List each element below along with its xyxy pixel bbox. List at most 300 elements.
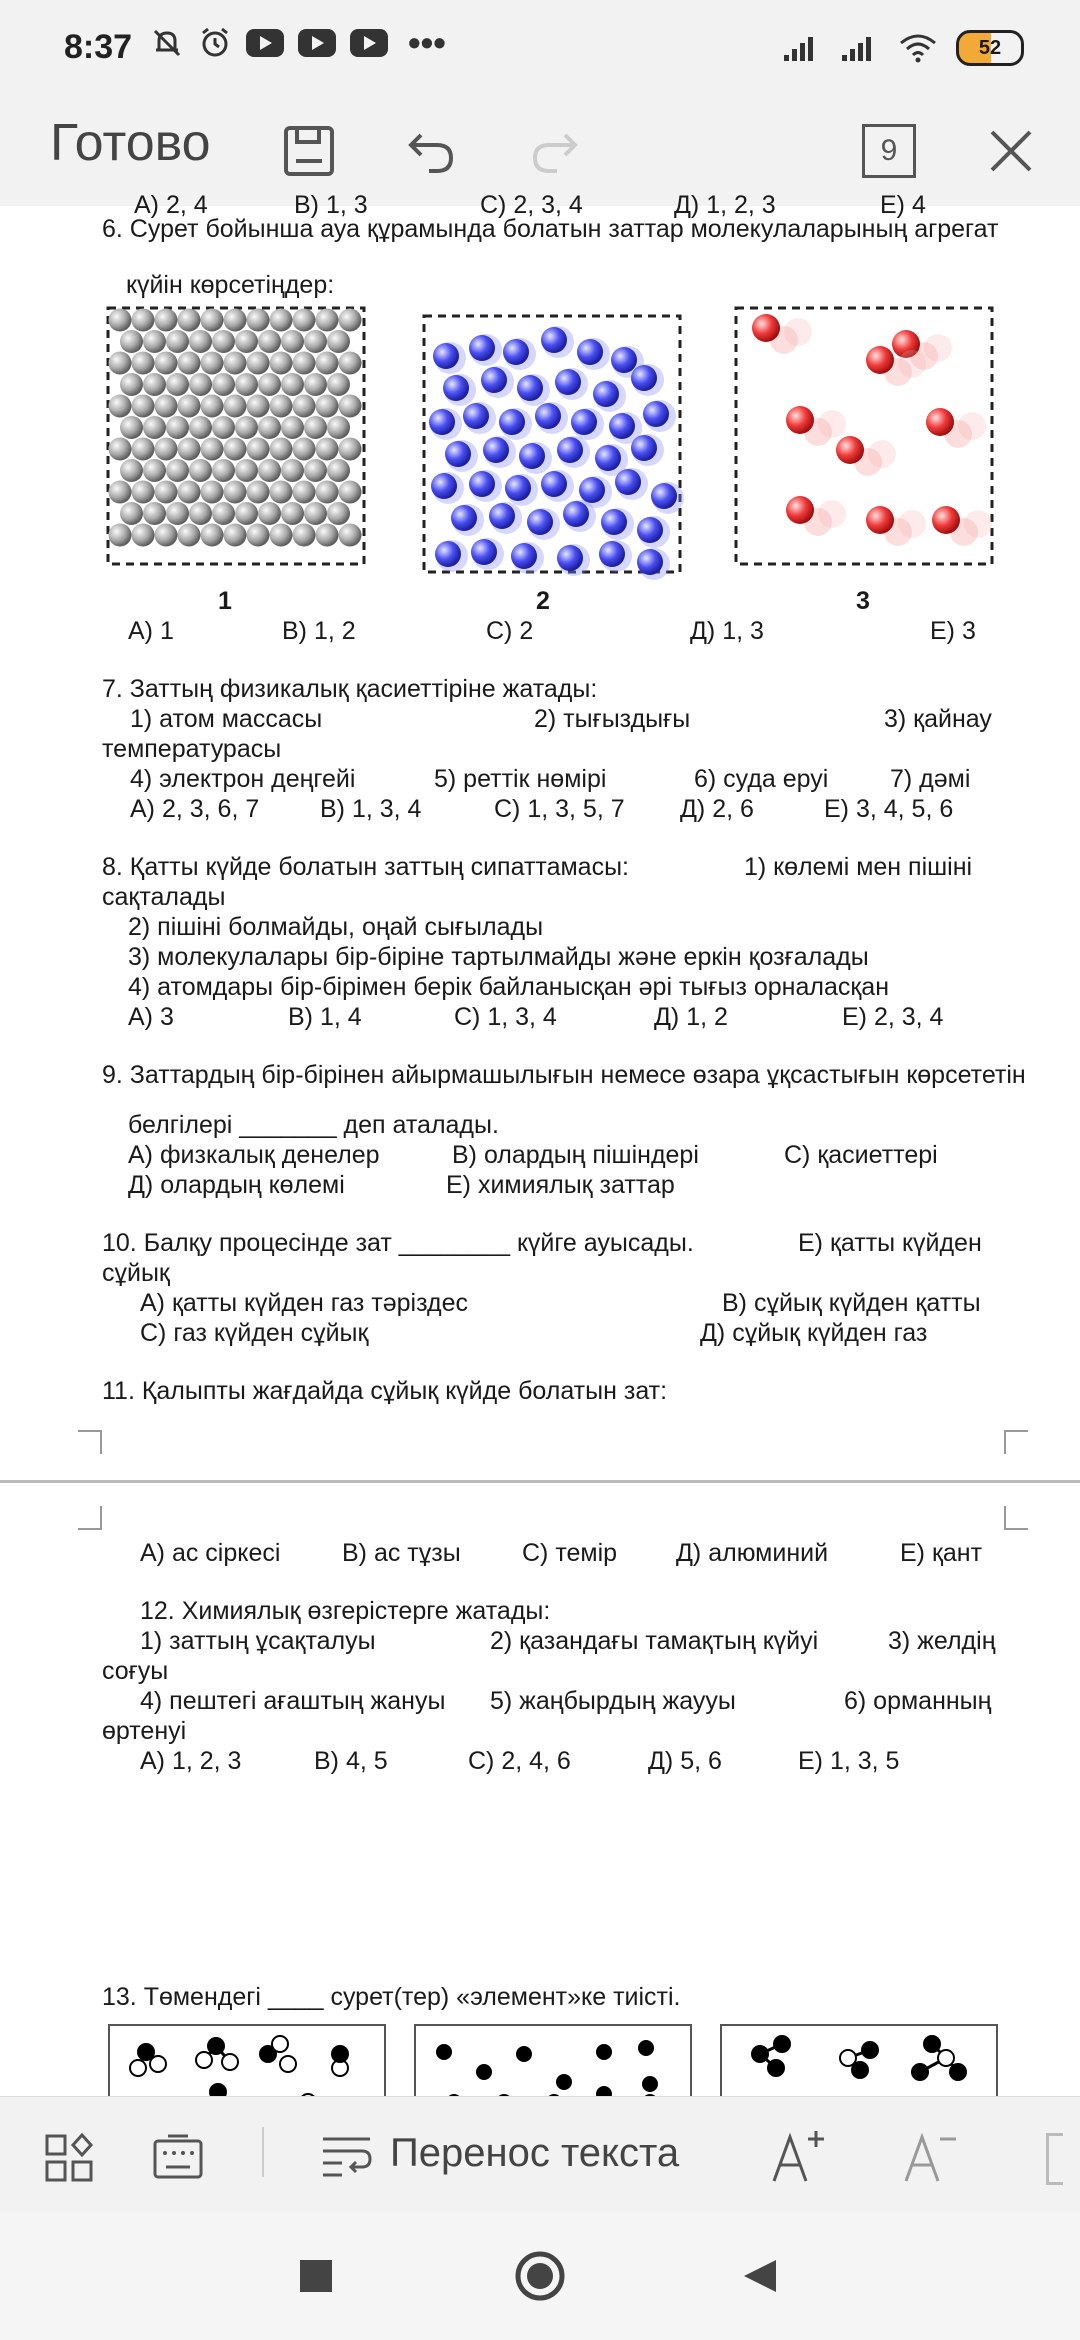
particle <box>293 352 316 375</box>
particle <box>281 416 304 439</box>
atom <box>768 2060 784 2076</box>
particle <box>201 481 224 504</box>
option-text: В) сұйық күйден қатты <box>722 1289 981 1317</box>
particle <box>327 502 350 525</box>
question-12-item: 4) пештегі ағаштың жануы <box>140 1687 446 1715</box>
particle <box>316 438 339 461</box>
question-8-item: 2) пішіні болмайды, оңай сығылады <box>128 913 544 941</box>
particle <box>155 481 178 504</box>
option-text: А) 1, 2, 3 <box>140 1747 242 1775</box>
atom <box>280 2056 296 2072</box>
atom <box>950 2064 966 2080</box>
particle <box>143 373 166 396</box>
particle <box>304 459 327 482</box>
particle <box>293 438 316 461</box>
particle <box>519 443 545 469</box>
particle <box>212 416 235 439</box>
question-13-text: 13. Төмендегі ____ сурет(тер) «элемент»ке тиісті. <box>102 1983 681 2011</box>
particle <box>429 409 455 435</box>
particle <box>304 373 327 396</box>
wifi-icon <box>898 33 938 63</box>
particle <box>557 437 583 463</box>
question-7-item: температурасы <box>102 735 282 763</box>
option-text: Д) олардың көлемі <box>128 1171 345 1199</box>
particle <box>132 438 155 461</box>
particle <box>247 524 270 547</box>
question-7-item: 3) қайнау <box>884 705 992 733</box>
particle <box>235 330 258 353</box>
particle <box>281 502 304 525</box>
particle <box>898 350 926 378</box>
particle <box>643 401 669 427</box>
increase-font-icon[interactable] <box>768 2127 828 2185</box>
particle <box>786 496 814 524</box>
question-7-item: 1) атом массасы <box>130 705 323 733</box>
particle <box>247 438 270 461</box>
particle <box>212 502 235 525</box>
option-text: Е) 1, 3, 5 <box>798 1747 900 1775</box>
particle <box>818 500 846 528</box>
particle <box>120 330 143 353</box>
atom <box>862 2042 878 2058</box>
youtube-icon <box>298 29 336 57</box>
particle <box>293 524 316 547</box>
wrap-text-button[interactable] <box>320 2127 720 2187</box>
more-notifications-icon: ••• <box>408 22 446 63</box>
particle <box>155 438 178 461</box>
particle <box>471 539 497 565</box>
question-12-item: 6) орманның <box>844 1687 992 1715</box>
figure-solid-particles <box>106 306 366 568</box>
save-button[interactable] <box>274 116 344 186</box>
particle <box>316 395 339 418</box>
wrap-text-icon <box>320 2133 374 2181</box>
option-text: Е) 3 <box>930 617 976 645</box>
particle <box>189 502 212 525</box>
recents-button[interactable] <box>300 2260 332 2292</box>
atom <box>639 2041 653 2055</box>
particle <box>270 524 293 547</box>
particle <box>555 369 581 395</box>
atom <box>852 2062 868 2078</box>
particle <box>201 395 224 418</box>
atom <box>196 2052 212 2068</box>
redo-button[interactable] <box>520 116 590 186</box>
atom <box>437 2045 451 2059</box>
particle <box>224 309 247 332</box>
alarm-icon <box>198 26 232 60</box>
particle <box>201 438 224 461</box>
atom <box>332 2046 348 2062</box>
atom <box>840 2050 856 2066</box>
particle <box>316 524 339 547</box>
particle <box>571 409 597 435</box>
atom <box>272 2036 288 2052</box>
option-text: А) 2, 4 <box>134 191 208 219</box>
option-text: Д) сұйық күйден газ <box>700 1319 928 1347</box>
particle <box>270 438 293 461</box>
particle <box>964 510 992 538</box>
signal-icon <box>782 33 822 63</box>
question-12-item: өртенуі <box>102 1717 187 1745</box>
particle <box>541 327 567 353</box>
particle <box>109 481 132 504</box>
particle <box>327 330 350 353</box>
option-text: В) 1, 2 <box>282 617 356 645</box>
more-tools-icon[interactable] <box>1046 2133 1063 2185</box>
atom <box>643 2077 657 2091</box>
particle <box>109 524 132 547</box>
close-icon <box>986 126 1036 176</box>
particle <box>786 406 814 434</box>
particle <box>527 509 553 535</box>
particle <box>443 375 469 401</box>
particle <box>339 524 362 547</box>
particle <box>178 438 201 461</box>
particle <box>201 352 224 375</box>
atom <box>517 2047 531 2061</box>
particle <box>132 481 155 504</box>
particle <box>517 375 543 401</box>
option-text: Е) 2, 3, 4 <box>842 1003 944 1031</box>
question-9-text: 9. Заттардың бір-бірінен айырмашылығын немесе өзара ұқсастығын көрсететін <box>102 1061 1026 1089</box>
particle <box>132 395 155 418</box>
bottom-toolbar <box>0 2096 1080 2213</box>
question-8-text: 1) көлемі мен пішіні <box>744 853 973 881</box>
particle <box>201 309 224 332</box>
layout-grid-icon[interactable] <box>44 2133 94 2183</box>
question-12-item: 2) қазандағы тамақтың күйуі <box>490 1627 819 1655</box>
particle <box>201 524 224 547</box>
particle <box>431 473 457 499</box>
question-12-item: соғуы <box>102 1657 169 1685</box>
particle <box>258 373 281 396</box>
toolbar-divider <box>262 2127 264 2177</box>
figure-label: 3 <box>856 587 870 615</box>
particle <box>535 403 561 429</box>
particle <box>224 524 247 547</box>
atom <box>557 2075 571 2089</box>
particle <box>212 373 235 396</box>
status-time: 8:37 <box>64 28 133 66</box>
atom <box>138 2044 154 2060</box>
question-12-item: 1) заттың ұсақталуы <box>140 1627 376 1655</box>
particle <box>258 330 281 353</box>
particle <box>120 416 143 439</box>
particle <box>270 309 293 332</box>
option-text: Д) алюминий <box>676 1539 829 1567</box>
option-text: А) 2, 3, 6, 7 <box>130 795 260 823</box>
atom <box>924 2036 940 2052</box>
system-navigation-bar <box>0 2212 1080 2340</box>
option-text: В) 1, 3 <box>294 191 368 219</box>
particle <box>503 339 529 365</box>
particle <box>270 395 293 418</box>
question-6-text: күйін көрсетіңдер: <box>126 271 335 299</box>
option-text: В) 4, 5 <box>314 1747 388 1775</box>
figure-gas-particles <box>730 302 1000 582</box>
particle <box>339 438 362 461</box>
home-button[interactable] <box>514 2250 566 2302</box>
decrease-font-icon[interactable] <box>900 2127 960 2185</box>
option-text: Е) химиялық заттар <box>446 1171 675 1199</box>
particle <box>433 343 459 369</box>
option-text: В) 1, 4 <box>288 1003 362 1031</box>
particle <box>189 330 212 353</box>
particle <box>132 309 155 332</box>
particle <box>109 395 132 418</box>
undo-icon <box>403 123 459 179</box>
particle <box>235 416 258 439</box>
atom <box>774 2036 790 2052</box>
atom <box>752 2046 768 2062</box>
option-text: Д) 1, 2, 3 <box>674 191 776 219</box>
particle <box>637 517 663 543</box>
particle <box>166 502 189 525</box>
page-break <box>0 1480 1080 1483</box>
option-text: Д) 1, 2 <box>654 1003 728 1031</box>
particle <box>178 395 201 418</box>
option-text: А) ас сіркесі <box>140 1539 281 1567</box>
particle <box>611 347 637 373</box>
question-8-item: 4) атомдары бір-бірімен берік байланысқан әрі тығыз орналасқан <box>128 973 890 1001</box>
particle <box>189 459 212 482</box>
option-text: С) 1, 3, 5, 7 <box>494 795 625 823</box>
page-corner-mark <box>1004 1506 1028 1530</box>
option-text: Е) 4 <box>880 191 926 219</box>
page-corner-mark <box>1004 1430 1028 1454</box>
atom <box>597 2045 611 2059</box>
option-text: Е) 3, 4, 5, 6 <box>824 795 954 823</box>
particle <box>155 395 178 418</box>
particle <box>601 509 627 535</box>
particle <box>651 483 677 509</box>
particle <box>293 395 316 418</box>
question-6-text: 6. Сурет бойынша ауа құрамында болатын заттар молекулаларының агрегат <box>102 215 999 243</box>
particle <box>224 395 247 418</box>
option-text: С) 2, 3, 4 <box>480 191 583 219</box>
particle <box>327 373 350 396</box>
option-text: В) олардың пішіндері <box>452 1141 699 1169</box>
option-text: А) 1 <box>128 617 174 645</box>
particle <box>505 475 531 501</box>
particle <box>609 413 635 439</box>
particle <box>483 437 509 463</box>
question-11-text: 11. Қалыпты жағдайда сұйық күйде болатын зат: <box>102 1377 668 1405</box>
particle <box>637 549 663 575</box>
particle <box>120 459 143 482</box>
option-text: Д) 2, 6 <box>680 795 754 823</box>
particle <box>463 403 489 429</box>
figure-label: 1 <box>218 587 232 615</box>
particle <box>247 352 270 375</box>
particle <box>109 309 132 332</box>
particle <box>166 459 189 482</box>
option-text: А) қатты күйден газ тәріздес <box>140 1289 469 1317</box>
particle <box>926 408 954 436</box>
figure-label: 2 <box>536 587 550 615</box>
option-text: Д) 5, 6 <box>648 1747 722 1775</box>
close-button[interactable] <box>976 116 1046 186</box>
particle <box>143 459 166 482</box>
option-text: С) 2, 4, 6 <box>468 1747 571 1775</box>
particle <box>281 330 304 353</box>
particle <box>932 506 960 534</box>
question-7-item: 7) дәмі <box>890 765 971 793</box>
option-text: Е) қант <box>900 1539 983 1567</box>
question-7-item: 2) тығыздығы <box>534 705 691 733</box>
particle <box>304 330 327 353</box>
atom <box>912 2064 928 2080</box>
particle <box>155 309 178 332</box>
particle <box>752 314 780 342</box>
particle <box>499 409 525 435</box>
atom <box>150 2056 166 2072</box>
particle <box>178 524 201 547</box>
particle <box>868 440 896 468</box>
status-bar <box>0 0 1080 96</box>
particle <box>224 481 247 504</box>
particle <box>109 438 132 461</box>
question-12-text: 12. Химиялық өзгерістерге жатады: <box>140 1597 551 1625</box>
particle <box>132 352 155 375</box>
wrap-text-label: Перенос текста <box>390 2131 680 2175</box>
particle <box>247 395 270 418</box>
particle <box>281 373 304 396</box>
done-button[interactable]: Готово <box>44 112 217 174</box>
particle <box>615 469 641 495</box>
option-text: В) 1, 3, 4 <box>320 795 422 823</box>
particle <box>258 502 281 525</box>
particle <box>327 459 350 482</box>
particle <box>595 445 621 471</box>
particle <box>224 352 247 375</box>
particle <box>316 352 339 375</box>
particle <box>339 352 362 375</box>
particle <box>270 352 293 375</box>
particle <box>155 352 178 375</box>
question-7-item: 6) суда еруі <box>694 765 829 793</box>
particle <box>109 352 132 375</box>
particle <box>469 335 495 361</box>
atom <box>208 2038 224 2054</box>
redo-icon <box>527 123 583 179</box>
particle <box>339 395 362 418</box>
particle <box>235 459 258 482</box>
particle <box>304 502 327 525</box>
particle <box>224 438 247 461</box>
particle <box>924 334 952 362</box>
particle <box>631 435 657 461</box>
particle <box>143 416 166 439</box>
particle <box>445 441 471 467</box>
particle <box>866 346 894 374</box>
question-12-item: 3) желдің <box>888 1627 996 1655</box>
particle <box>235 373 258 396</box>
particle <box>155 524 178 547</box>
particle <box>898 510 926 538</box>
particle <box>166 330 189 353</box>
question-8-item: 3) молекулалары бір-біріне тартылмайды және еркін қозғалады <box>128 943 869 971</box>
page-corner-mark <box>78 1506 102 1530</box>
option-text: А) физкалық денелер <box>128 1141 380 1169</box>
particle <box>212 330 235 353</box>
particle <box>541 471 567 497</box>
particle <box>481 367 507 393</box>
particle <box>958 412 986 440</box>
particle <box>178 352 201 375</box>
particle <box>247 309 270 332</box>
back-button[interactable] <box>740 2256 780 2296</box>
particle <box>316 309 339 332</box>
particle <box>258 459 281 482</box>
atom <box>222 2054 238 2070</box>
particle <box>511 543 537 569</box>
particle <box>836 436 864 464</box>
particle <box>563 501 589 527</box>
page-count-button[interactable] <box>854 116 924 186</box>
particle <box>339 481 362 504</box>
option-text: С) газ күйден сұйық <box>140 1319 369 1347</box>
atom <box>938 2050 954 2066</box>
particle <box>143 330 166 353</box>
question-10-text: 10. Балқу процесінде зат ________ күйге ауысады. <box>102 1229 694 1257</box>
save-icon <box>281 123 337 179</box>
atom <box>130 2060 146 2076</box>
particle <box>327 416 350 439</box>
particle <box>866 506 894 534</box>
battery-indicator: 52 <box>956 30 1024 66</box>
mute-bell-icon <box>150 26 184 60</box>
particle <box>489 503 515 529</box>
particle <box>304 416 327 439</box>
option-text: С) 2 <box>486 617 534 645</box>
signal-icon <box>840 33 880 63</box>
particle <box>247 481 270 504</box>
question-10-text: сұйық <box>102 1259 170 1287</box>
option-text: С) қасиеттері <box>784 1141 938 1169</box>
option-text: В) ас тұзы <box>342 1539 461 1567</box>
particle <box>469 471 495 497</box>
particle <box>178 309 201 332</box>
particle <box>599 541 625 567</box>
question-7-item: 4) электрон деңгейі <box>130 765 356 793</box>
particle <box>166 416 189 439</box>
question-7-text: 7. Заттың физикалық қасиеттіріне жатады: <box>102 675 598 703</box>
particle <box>281 459 304 482</box>
question-10-text: Е) қатты күйден <box>798 1229 982 1257</box>
particle <box>270 481 293 504</box>
particle <box>120 373 143 396</box>
option-text: С) темір <box>522 1539 618 1567</box>
document-page[interactable] <box>0 191 1080 2096</box>
figure-liquid-particles <box>410 296 710 586</box>
option-text: С) 1, 3, 4 <box>454 1003 557 1031</box>
particle <box>120 502 143 525</box>
question-12-item: 5) жаңбырдың жаууы <box>490 1687 736 1715</box>
particle <box>339 309 362 332</box>
undo-button[interactable] <box>396 116 466 186</box>
particle <box>316 481 339 504</box>
atom <box>477 2065 491 2079</box>
particle <box>784 318 812 346</box>
question-9-text: белгілері _______ деп аталады. <box>128 1111 499 1139</box>
particle <box>178 481 201 504</box>
particle <box>579 477 605 503</box>
option-text: А) 3 <box>128 1003 174 1031</box>
keyboard-icon[interactable] <box>152 2133 204 2183</box>
particle <box>166 373 189 396</box>
